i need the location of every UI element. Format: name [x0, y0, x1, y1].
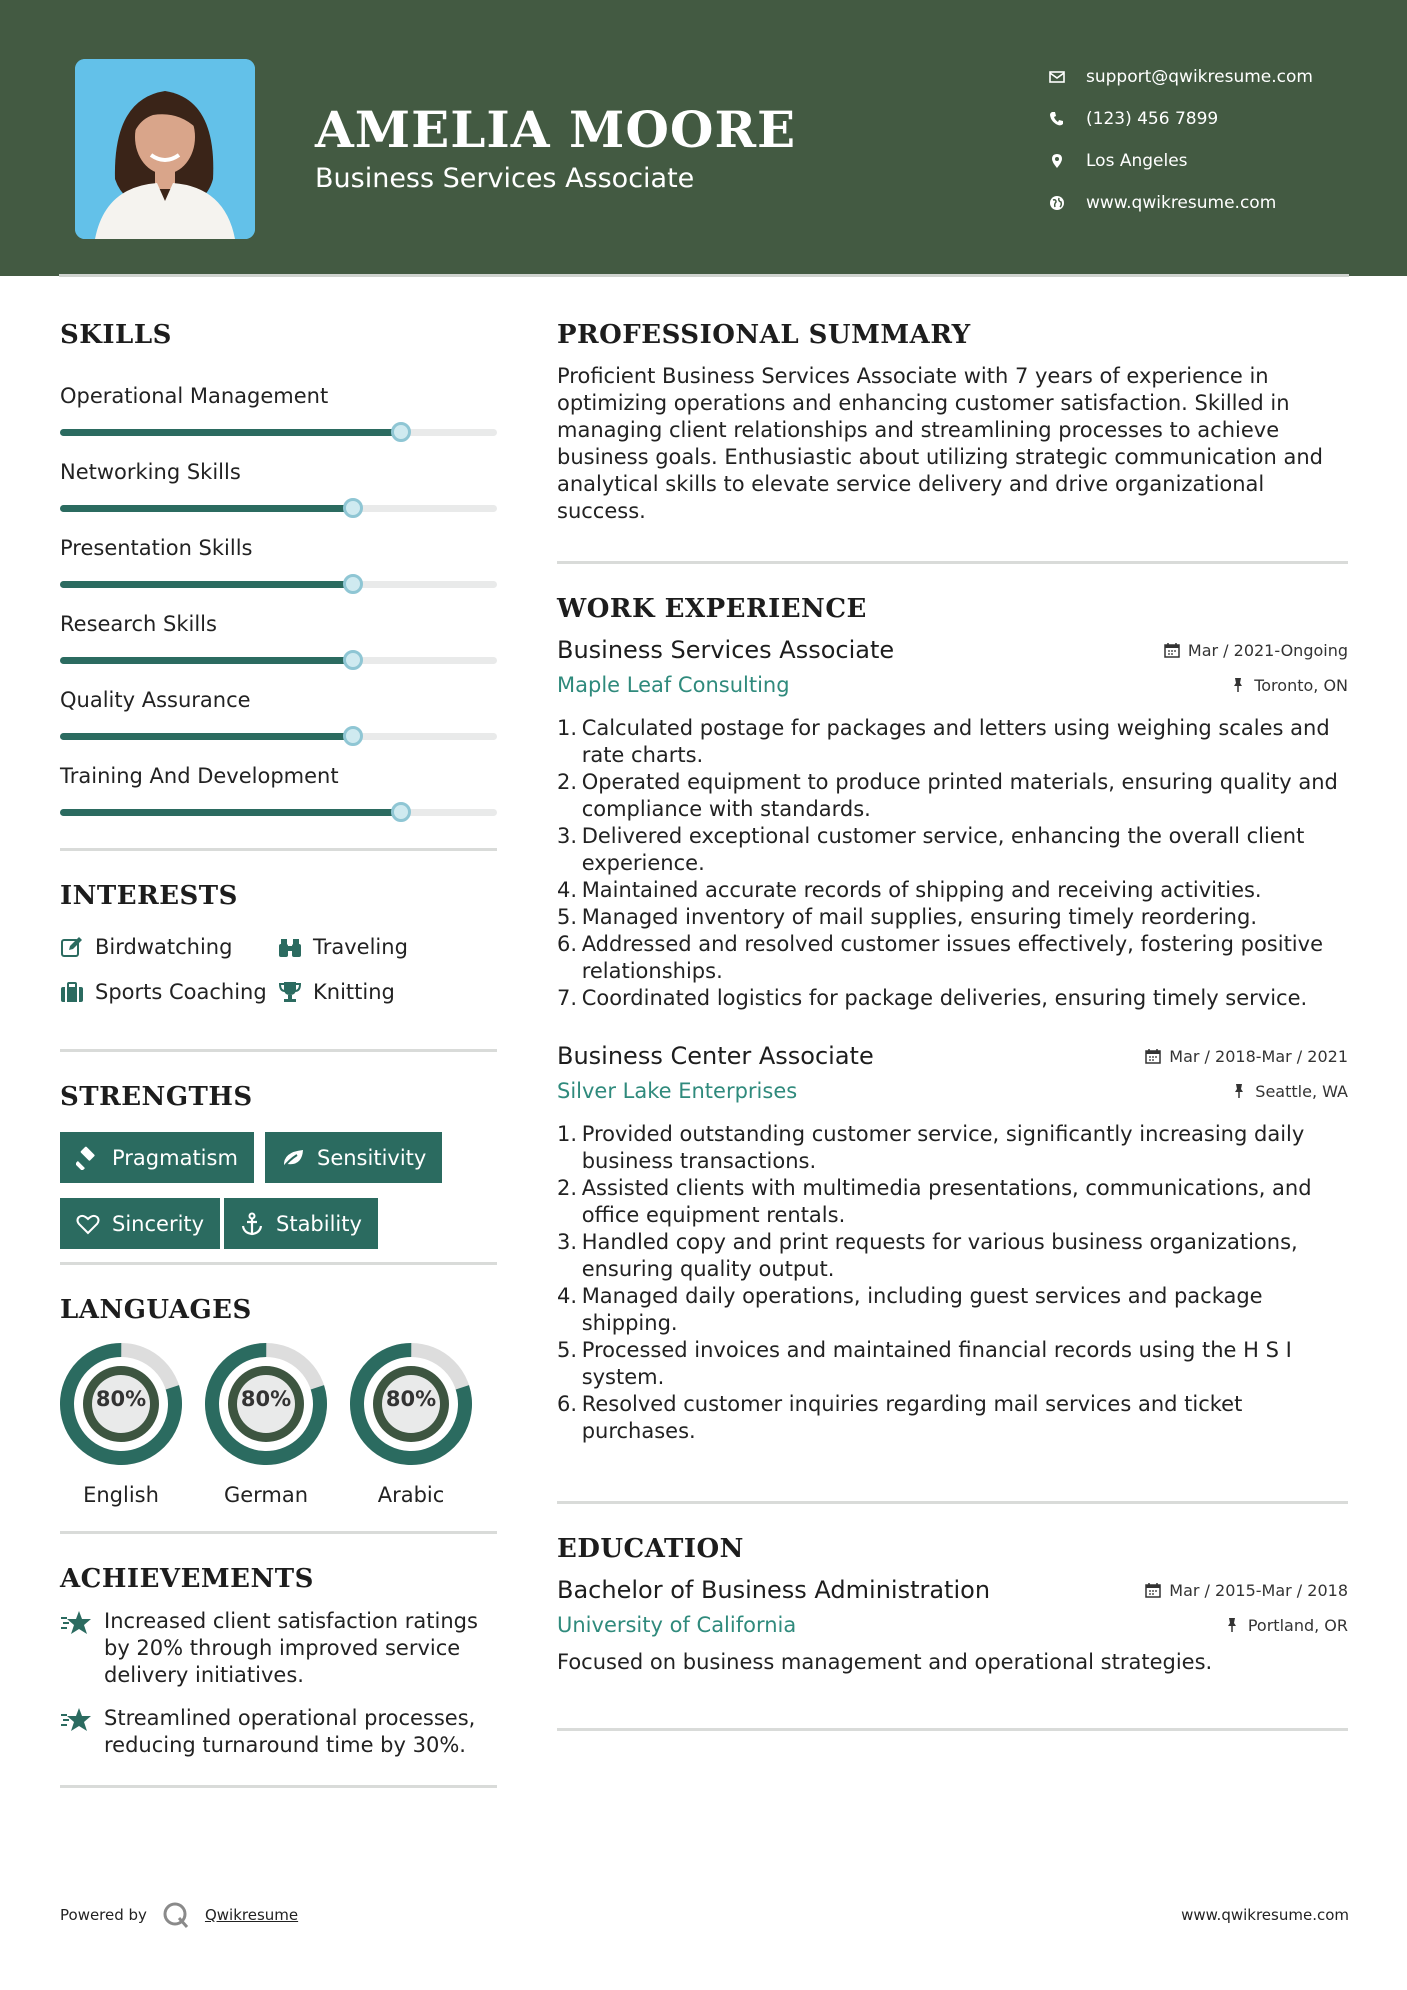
interest-item	[60, 935, 232, 959]
section-divider	[60, 1049, 497, 1052]
skill-name: Operational Management	[60, 384, 329, 408]
profile-photo	[75, 59, 255, 239]
leaf-icon	[281, 1146, 305, 1170]
job-location	[1231, 1082, 1348, 1101]
job-location	[1230, 676, 1348, 695]
achievements-heading: ACHIEVEMENTS	[60, 1564, 314, 1594]
duty-item: 6. Addressed and resolved customer issues effectively, fostering positive relationships.	[557, 932, 1323, 983]
skill-item	[60, 488, 497, 564]
company-name: Silver Lake Enterprises	[557, 1079, 798, 1103]
duty-item: 7. Coordinated logistics for package deliveries, ensuring timely service.	[557, 986, 1308, 1010]
duty-item: 2. Assisted clients with multimedia presentations, communications, and office equipment rentals.	[557, 1176, 1312, 1227]
summary-text: Proficient Business Services Associate with 7 years of experience in optimizing operations and enhancing customer satisfaction. Skilled in managing client relationships and streamlining processes to achieve business goals. Enthusiastic about utilizing strategic communication and analytical skills to elevate service delivery and drive organizational success.	[557, 364, 1323, 523]
phone-icon	[1048, 110, 1066, 128]
strength-label: Sincerity	[112, 1211, 205, 1236]
star-icon	[60, 1609, 94, 1637]
skill-item	[60, 640, 497, 716]
school-name: University of California	[557, 1613, 797, 1637]
summary-section	[557, 320, 1348, 525]
contact-location-text: Los Angeles	[1086, 151, 1188, 171]
skill-bar-fill	[60, 809, 401, 816]
pin-icon	[1230, 677, 1246, 693]
candidate-name: AMELIA MOORE	[315, 100, 797, 159]
skill-bar-knob	[391, 802, 411, 822]
job-title: Business Services Associate	[557, 636, 895, 664]
section-divider	[557, 1728, 1348, 1731]
achievement-item	[60, 1705, 497, 1759]
interests-list	[60, 929, 497, 1029]
star-icon	[60, 1706, 94, 1734]
duty-item: 5. Processed invoices and maintained financial records using the H S I system.	[557, 1338, 1292, 1389]
languages-heading: LANGUAGES	[60, 1295, 252, 1325]
candidate-title: Business Services Associate	[315, 163, 695, 194]
language-name: Arabic	[377, 1483, 445, 1507]
interest-item	[278, 980, 395, 1004]
job-location-text: Toronto, ON	[1254, 675, 1348, 695]
strength-tag	[265, 1132, 442, 1183]
job-title: Business Center Associate	[557, 1042, 874, 1070]
skill-item	[60, 412, 497, 488]
pin-icon	[1231, 1083, 1247, 1099]
contact-phone[interactable]	[1048, 98, 1313, 140]
duty-item: 3. Delivered exceptional customer service, enhancing the overall client experience.	[557, 824, 1305, 875]
languages-list	[60, 1343, 497, 1513]
education-location	[1224, 1616, 1348, 1635]
duty-item: 2. Operated equipment to produce printed materials, ensuring quality and compliance with standards.	[557, 770, 1338, 821]
skill-name: Training And Development	[60, 764, 339, 788]
strength-tag	[60, 1132, 254, 1183]
skill-name: Networking Skills	[60, 460, 241, 484]
summary-heading: PROFESSIONAL SUMMARY	[557, 320, 971, 350]
duties-list	[557, 715, 1348, 1012]
skill-item	[60, 336, 497, 412]
company-name: Maple Leaf Consulting	[557, 673, 790, 697]
education-dates-text: Mar / 2015-Mar / 2018	[1169, 1580, 1348, 1600]
section-divider	[60, 1785, 497, 1788]
skill-item	[60, 564, 497, 640]
interest-label: Traveling	[313, 935, 408, 959]
heart-icon	[76, 1212, 100, 1236]
job-dates	[1164, 641, 1348, 660]
strength-tag	[224, 1198, 378, 1249]
section-divider	[60, 1531, 497, 1534]
language-item	[60, 1343, 182, 1507]
strengths-list	[60, 1132, 497, 1262]
duties-list	[557, 1121, 1348, 1445]
section-divider	[557, 561, 1348, 564]
contact-website[interactable]	[1048, 182, 1313, 224]
experience-heading: WORK EXPERIENCE	[557, 594, 867, 624]
strength-label: Sensitivity	[317, 1145, 427, 1170]
duty-item: 5. Managed inventory of mail supplies, ensuring timely reordering.	[557, 905, 1257, 929]
strengths-section	[60, 1082, 497, 1262]
strength-tag	[60, 1198, 220, 1249]
education-entry	[557, 1576, 1348, 1676]
globe-icon	[1048, 194, 1066, 212]
qwikresume-logo-icon	[161, 1900, 191, 1930]
skill-name: Presentation Skills	[60, 536, 253, 560]
job-entry	[557, 1042, 1348, 1445]
job-dates	[1145, 1047, 1348, 1066]
duty-item: 4. Maintained accurate records of shipping and receiving activities.	[557, 878, 1262, 902]
achievements-list	[60, 1608, 497, 1759]
calendar-icon	[1145, 1582, 1161, 1598]
skill-name: Quality Assurance	[60, 688, 251, 712]
pin-icon	[1224, 1617, 1240, 1633]
skills-section	[60, 320, 497, 792]
contact-email[interactable]	[1048, 56, 1313, 98]
languages-section	[60, 1295, 497, 1513]
powered-by-text: Powered by	[60, 1906, 147, 1924]
strength-label: Pragmatism	[112, 1145, 238, 1170]
footer-powered-by	[60, 1900, 298, 1930]
trophy-icon	[278, 980, 302, 1004]
language-percent: 80%	[240, 1387, 292, 1411]
section-divider	[60, 848, 497, 851]
contact-phone-text: (123) 456 7899	[1086, 109, 1219, 129]
brand-link[interactable]: Qwikresume	[204, 1906, 299, 1924]
skill-name: Research Skills	[60, 612, 217, 636]
duty-item: 3. Handled copy and print requests for various business organizations, ensuring quality output.	[557, 1230, 1298, 1281]
education-dates	[1145, 1581, 1348, 1600]
right-column	[557, 320, 1348, 1731]
briefcase-icon	[60, 980, 84, 1004]
education-location-text: Portland, OR	[1247, 1615, 1348, 1635]
interest-label: Sports Coaching	[95, 980, 267, 1004]
left-column	[60, 320, 497, 1788]
interests-heading: INTERESTS	[60, 881, 238, 911]
contact-email-text: support@qwikresume.com	[1086, 67, 1313, 87]
interest-item	[278, 935, 408, 959]
job-dates-text: Mar / 2018-Mar / 2021	[1169, 1046, 1348, 1066]
skill-bar	[60, 809, 497, 816]
gavel-icon	[76, 1146, 100, 1170]
strengths-heading: STRENGTHS	[60, 1082, 253, 1112]
interests-section	[60, 881, 497, 1029]
achievements-section	[60, 1564, 497, 1759]
interest-item	[60, 980, 267, 1004]
edit-icon	[60, 935, 84, 959]
language-name: German	[223, 1483, 309, 1507]
skills-heading: SKILLS	[60, 320, 172, 350]
language-percent: 80%	[95, 1387, 147, 1411]
interest-label: Birdwatching	[95, 935, 233, 959]
contact-website-text: www.qwikresume.com	[1086, 193, 1277, 213]
job-dates-text: Mar / 2021-Ongoing	[1187, 640, 1348, 660]
job-entry	[557, 636, 1348, 1012]
section-divider	[60, 1262, 497, 1265]
footer-website[interactable]: www.qwikresume.com	[1181, 1906, 1349, 1924]
language-item	[205, 1343, 327, 1507]
duty-item: 1. Provided outstanding customer service, significantly increasing daily business transactions.	[557, 1122, 1305, 1173]
skills-list	[60, 336, 497, 792]
achievement-item	[60, 1608, 497, 1689]
job-location-text: Seattle, WA	[1255, 1081, 1348, 1101]
language-percent: 80%	[385, 1387, 437, 1411]
skill-item	[60, 716, 497, 792]
degree-title: Bachelor of Business Administration	[557, 1576, 991, 1604]
strength-label: Stability	[276, 1211, 362, 1236]
achievement-text: Increased client satisfaction ratings by 20% through improved service delivery initiatives.	[104, 1609, 478, 1687]
location-icon	[1048, 152, 1066, 170]
duty-item: 6. Resolved customer inquiries regarding mail services and ticket purchases.	[557, 1392, 1243, 1443]
calendar-icon	[1164, 642, 1180, 658]
header-divider	[59, 274, 1349, 277]
binoculars-icon	[278, 935, 302, 959]
anchor-icon	[240, 1212, 264, 1236]
language-item	[350, 1343, 472, 1507]
duty-item: 1. Calculated postage for packages and letters using weighing scales and rate charts.	[557, 716, 1330, 767]
education-heading: EDUCATION	[557, 1534, 744, 1564]
calendar-icon	[1145, 1048, 1161, 1064]
email-icon	[1048, 68, 1066, 86]
duty-item: 4. Managed daily operations, including guest services and package shipping.	[557, 1284, 1263, 1335]
contact-location	[1048, 140, 1313, 182]
education-section	[557, 1534, 1348, 1676]
interest-label: Knitting	[313, 980, 395, 1004]
education-description: Focused on business management and operational strategies.	[557, 1650, 1213, 1674]
experience-section	[557, 594, 1348, 1445]
resume-header	[0, 0, 1407, 276]
language-name: English	[83, 1483, 159, 1507]
achievement-text: Streamlined operational processes, reducing turnaround time by 30%.	[104, 1706, 476, 1757]
section-divider	[557, 1501, 1348, 1504]
contact-list	[1048, 56, 1313, 224]
